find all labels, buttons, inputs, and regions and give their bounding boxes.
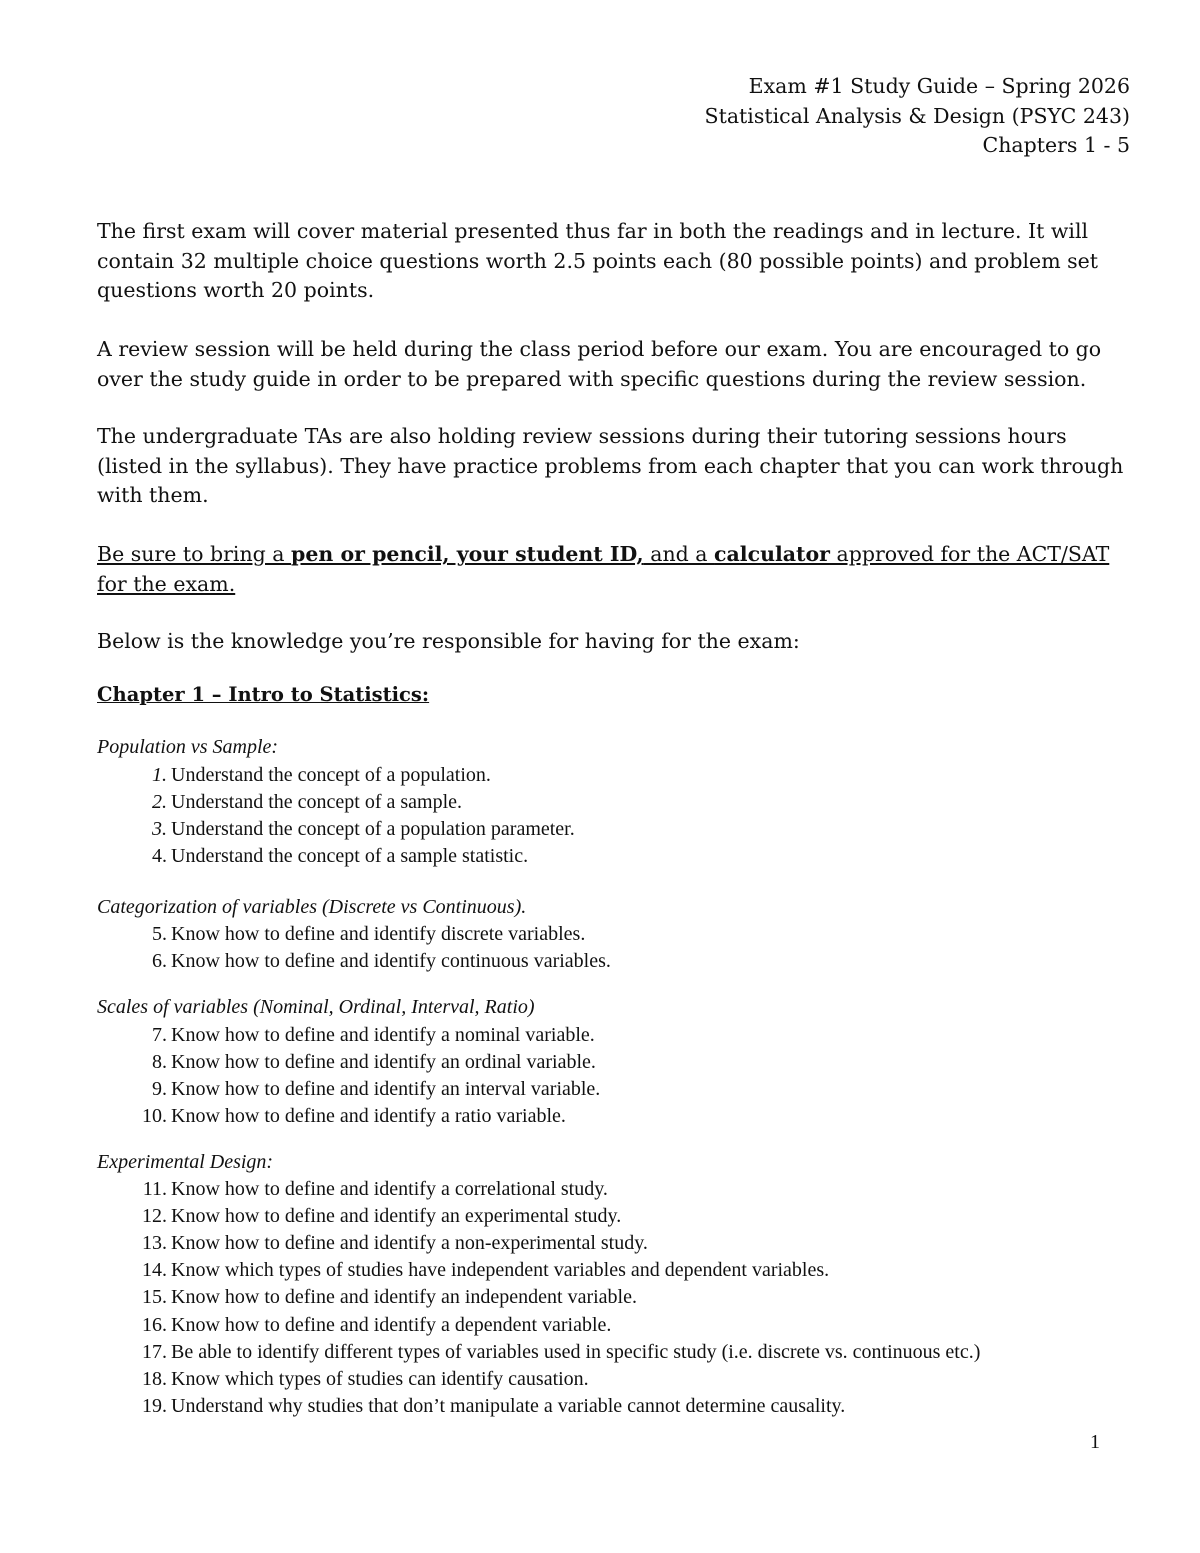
list-item-number: 10. [142,1105,167,1127]
header-title: Exam #1 Study Guide – Spring 2026 [748,74,1130,98]
list-item-text: Know how to define and identify a ratio variable. [171,1105,566,1127]
list-item-number: 16. [142,1314,167,1336]
materials-bold-items: pen or pencil, your student ID, [291,542,644,566]
list-item [97,1205,1147,1228]
list-item-text: Know how to define and identify a non-experimental study. [171,1232,648,1254]
list-item [97,1051,1147,1074]
list-item-text: Understand the concept of a sample statistic. [171,845,529,867]
list-item [97,791,1147,814]
list-item-number: 6. [152,950,167,972]
list-item-text: Know how to define and identify a dependent variable. [171,1314,612,1336]
list-item-text: Know how to define and identify an interval variable. [171,1078,601,1100]
document-header [705,72,1130,161]
intro-paragraph-ta-sessions: The undergraduate TAs are also holding review sessions during their tutoring sessions hours (listed in the syllabus). They have practice problems from each chapter that you can work through with them. [97,424,1124,507]
list-item-number: 19. [142,1395,167,1417]
section-title-population-sample: Population vs Sample: [97,736,279,758]
list-item-number: 8. [152,1051,167,1073]
materials-text: approved for the ACT/SAT for the exam. [97,542,1110,596]
page-number: 1 [1090,1431,1100,1453]
list-item-number: 1. [152,764,167,786]
materials-bold-calculator: calculator [714,542,830,566]
list-item-number: 7. [152,1024,167,1046]
header-chapters: Chapters 1 - 5 [982,133,1130,157]
list-item [97,1259,1147,1282]
list-item-number: 9. [152,1078,167,1100]
list-item [97,1314,1147,1337]
list-item-number: 17. [142,1341,167,1363]
list-item [97,1395,1147,1418]
list-item-text: Know how to define and identify an experimental study. [171,1205,622,1227]
list-item-text: Know how to define and identify an ordinal variable. [171,1051,596,1073]
list-item [97,1024,1147,1047]
list-item [97,818,1147,841]
list-item [97,923,1147,946]
intro-paragraph-knowledge: Below is the knowledge you’re responsible for having for the exam: [97,629,800,653]
list-item-text: Know how to define and identify an independent variable. [171,1286,637,1308]
materials-text: Be sure to bring a [97,542,292,566]
list-item [97,1286,1147,1309]
materials-text: and a [643,542,715,566]
list-item-text: Understand the concept of a population parameter. [171,818,575,840]
section-title-categorization: Categorization of variables (Discrete vs Continuous). [97,896,527,918]
list-item [97,950,1147,973]
list-item [97,1368,1147,1391]
list-item-number: 18. [142,1368,167,1390]
list-item-number: 5. [152,923,167,945]
list-item-text: Know how to define and identify continuous variables. [171,950,611,972]
list-item-text: Know how to define and identify a correlational study. [171,1178,608,1200]
section-title-experimental-design: Experimental Design: [97,1151,274,1173]
list-item-number: 3. [152,818,167,840]
section-title-scales: Scales of variables (Nominal, Ordinal, Interval, Ratio) [97,996,535,1018]
list-item-text: Understand the concept of a sample. [171,791,463,813]
list-item [97,764,1147,787]
list-item [97,1078,1147,1101]
list-item-number: 12. [142,1205,167,1227]
list-item-number: 15. [142,1286,167,1308]
list-item-text: Understand the concept of a population. [171,764,491,786]
list-item-text: Understand why studies that don’t manipulate a variable cannot determine causality. [171,1395,846,1417]
list-item [97,1105,1147,1128]
intro-paragraph-materials [97,540,1127,599]
list-item-text: Be able to identify different types of variables used in specific study (i.e. discrete vs. continuous etc.) [171,1341,981,1363]
list-item-text: Know how to define and identify a nominal variable. [171,1024,595,1046]
intro-paragraph-review-session: A review session will be held during the class period before our exam. You are encouraged to go over the study guide in order to be prepared with specific questions during the review session. [97,337,1102,391]
list-item-number: 2. [152,791,167,813]
list-item-number: 13. [142,1232,167,1254]
list-item-text: Know which types of studies have independent variables and dependent variables. [171,1259,830,1281]
header-course: Statistical Analysis & Design (PSYC 243) [704,103,1130,128]
chapter-1-heading: Chapter 1 – Intro to Statistics: [97,683,430,706]
list-item-number: 4. [152,845,167,867]
list-item [97,1341,1147,1364]
list-item [97,1178,1147,1201]
list-item [97,1232,1147,1255]
list-item-number: 11. [142,1178,167,1200]
list-item-number: 14. [142,1259,167,1281]
list-item [97,845,1147,868]
list-item-text: Know how to define and identify discrete variables. [171,923,586,945]
list-item-text: Know which types of studies can identify causation. [171,1368,589,1390]
intro-paragraph-exam-format: The first exam will cover material presented thus far in both the readings and in lecture. It will contain 32 multiple choice questions worth 2.5 points each (80 possible points) and problem set questions worth 20 points. [97,219,1099,302]
